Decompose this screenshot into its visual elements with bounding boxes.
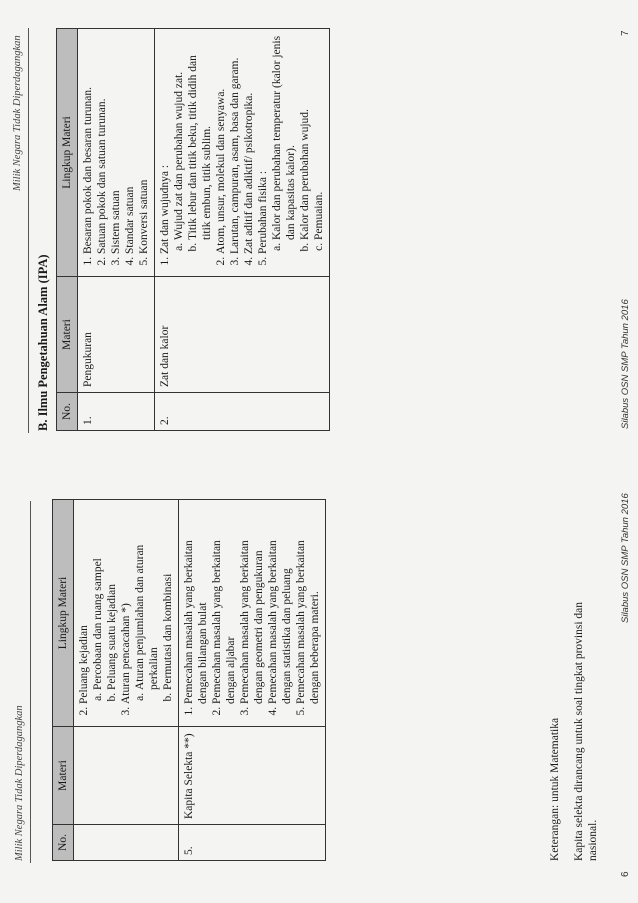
list-item: 5. Perubahan fisika : a. Kalor dan perubahan temperatur (kalor jenis dan kapasitas kalor). b. Kalor dan perubahan wujud. c. Pemuaian. bbox=[256, 34, 326, 254]
page-6 bbox=[0, 451, 638, 903]
header-rule bbox=[30, 501, 31, 863]
col-header-lingkup: Lingkup Materi bbox=[57, 29, 78, 277]
cell-no: 1. bbox=[78, 393, 155, 431]
list-item: 3. Pemecahan masalah yang berkaitan dengan geometri dan pengukuran bbox=[238, 505, 266, 704]
list-item: 3. Larutan, campuran, asam, basa dan garam. bbox=[228, 34, 242, 254]
col-header-no: No. bbox=[53, 825, 74, 861]
cell-lingkup bbox=[74, 500, 179, 727]
list-item: 2. Peluang kejadian a. Percobaan dan ruang sampel b. Peluang suatu kejadian bbox=[77, 505, 119, 704]
math-table bbox=[52, 499, 326, 861]
note-label: Keterangan: untuk Matematika bbox=[549, 717, 561, 861]
cell-materi bbox=[74, 727, 179, 825]
table-header-row bbox=[53, 500, 74, 861]
table-header-row bbox=[57, 29, 78, 431]
list-item: a. Wujud zat dan perubahan wujud zat. bbox=[172, 34, 186, 240]
table-row bbox=[179, 500, 326, 861]
list-item: b. Peluang suatu kejadian bbox=[105, 505, 119, 690]
page-number: 6 bbox=[620, 871, 631, 877]
list-item: a. Aturan penjumlahan dan aturan perkalian bbox=[133, 505, 161, 690]
col-header-lingkup: Lingkup Materi bbox=[53, 500, 74, 727]
list-item: 1. Besaran pokok dan besaran turunan. bbox=[81, 34, 95, 254]
page-footer: Silabus OSN SMP Tahun 2016 bbox=[620, 299, 631, 429]
col-header-materi: Materi bbox=[53, 727, 74, 825]
cell-no: 2. bbox=[155, 393, 330, 431]
list-item: 5. Pemecahan masalah yang berkaitan dengan beberapa materi. bbox=[294, 505, 322, 704]
note-text: Kapita selekta dirancang untuk soal tingkat provinsi dan nasional. bbox=[573, 601, 599, 861]
table-row bbox=[74, 500, 179, 861]
table-row bbox=[78, 29, 155, 431]
page-header: Milik Negara Tidak Diperdagangkan bbox=[12, 35, 23, 191]
list-item: b. Kalor dan perubahan wujud. bbox=[298, 34, 312, 240]
list-item: 1. Pemecahan masalah yang berkaitan dengan bilangan bulat bbox=[182, 505, 210, 704]
list-item: 4. Standar satuan bbox=[123, 34, 137, 254]
list-item: 3. Sistem satuan bbox=[109, 34, 123, 254]
cell-no: 5. bbox=[179, 825, 326, 861]
cell-materi: Pengukuran bbox=[78, 277, 155, 393]
ipa-table bbox=[56, 28, 330, 431]
list-item: 2. Pemecahan masalah yang berkaitan dengan aljabar bbox=[210, 505, 238, 704]
list-item: a. Percobaan dan ruang sampel bbox=[91, 505, 105, 690]
list-item: a. Kalor dan perubahan temperatur (kalor jenis dan kapasitas kalor). bbox=[270, 34, 298, 240]
page-footer: Silabus OSN SMP Tahun 2016 bbox=[620, 493, 631, 623]
list-item: 3. Aturan pencacahan *) a. Aturan penjumlahan dan aturan perkalian b. Permutasi dan kombinasi bbox=[119, 505, 175, 704]
list-item: 2. Atom, unsur, molekul dan senyawa. bbox=[214, 34, 228, 254]
col-header-no: No. bbox=[57, 393, 78, 431]
table-row bbox=[155, 29, 330, 431]
cell-materi: Zat dan kalor bbox=[155, 277, 330, 393]
cell-materi: Kapita Selekta **) bbox=[179, 727, 326, 825]
page-7 bbox=[0, 0, 638, 451]
list-item: c. Pemuaian. bbox=[312, 34, 326, 240]
cell-lingkup bbox=[155, 29, 330, 277]
page-header: Milik Negara Tidak Diperdagangkan bbox=[14, 705, 25, 861]
list-item: 4. Zat aditif dan adiktif/ psikotropika. bbox=[242, 34, 256, 254]
cell-lingkup bbox=[179, 500, 326, 727]
list-item: 5. Konversi satuan bbox=[137, 34, 151, 254]
list-item: 1. Zat dan wujudnya : a. Wujud zat dan perubahan wujud zat. b. Titik lebur dan titik beku, titik didih dan titik embun, titik sublim. bbox=[158, 34, 214, 254]
list-item: b. Titik lebur dan titik beku, titik didih dan titik embun, titik sublim. bbox=[186, 34, 214, 240]
cell-lingkup bbox=[78, 29, 155, 277]
page-number: 7 bbox=[620, 30, 631, 36]
cell-no bbox=[74, 825, 179, 861]
header-rule bbox=[28, 28, 29, 433]
section-title: B. Ilmu Pengetahuan Alam (IPA) bbox=[36, 254, 50, 431]
list-item: 4. Pemecahan masalah yang berkaitan dengan statistika dan peluang bbox=[266, 505, 294, 704]
list-item: 2. Satuan pokok dan satuan turunan. bbox=[95, 34, 109, 254]
list-item: b. Permutasi dan kombinasi bbox=[161, 505, 175, 690]
col-header-materi: Materi bbox=[57, 277, 78, 393]
